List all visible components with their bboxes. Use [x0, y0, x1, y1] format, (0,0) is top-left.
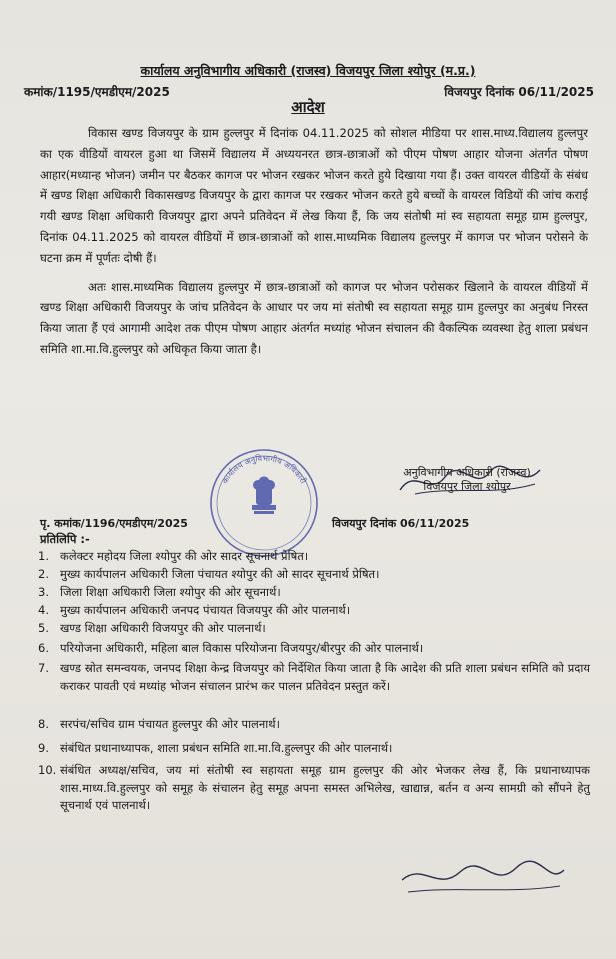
order-paragraph-2: अतः शास.माध्यमिक विद्यालय हुल्लपुर में छात्र-छात्राओं को कागज पर भोजन परोसकर खिलाने के वायरल वीडियों में खण्ड शिक्षा अधिकारी विजयपुर के जांच प्रतिवेदन के आधार पर जय मां संतोषी स्व सहायता समूह ग्राम हुल्लपुर का अनुबंध निरस्त किया जाता हैं एवं आगामी आदेश तक पीएम पोषण आहार अंतर्गत मध्यांह भोजन संचालन की वैकल्पिक व्यवस्था हेतु शाला प्रबंधन समिति शा.मा.वि.हुल्लपुर को अधिकृत किया जाता है। — [40, 279, 588, 356]
office-seal — [208, 447, 320, 559]
signatory-designation: अनुविभागीय अधिकारी (राजस्व) — [403, 466, 531, 479]
endorsement-reference-number: पृ. कमांक/1196/एमडीएम/2025 — [40, 517, 188, 530]
order-date: विजयपुर दिनांक 06/11/2025 — [444, 85, 594, 99]
seal-outer-text: कार्यालय अनुविभागीय अधिकारी — [220, 453, 308, 486]
signatory-location: विजयपुर जिला श्योपुर — [423, 479, 511, 493]
order-title: आदेश — [291, 98, 325, 116]
office-header: कार्यालय अनुविभागीय अधिकारी (राजस्व) विजयपुर जिला श्योपुर (म.प्र.) — [140, 63, 476, 78]
signature-scrawl-2 — [398, 858, 568, 898]
document-page: कार्यालय अनुविभागीय अधिकारी (राजस्व) विजयपुर जिला श्योपुर (म.प्र.) कमांक/1195/एमडीएम/2025 विजयपुर दिनांक 06/11/2025 आदेश विकास खण्ड विजयपुर के ग्राम हुल्लपुर में दिनांक 04.11.2025 को सोशल मीडिया पर शास.माध्य.विद्यालय हुल्लपुर का एक वीडियों वायरल हुआ था जिसमें विद्यालय में अध्ययनरत छात्र-छात्राओं को पीएम पोषण आहार योजना अंतर्गत पोषण आहार(मध्यान्ह भोजन) जमीन पर बैठकर कागज पर भोजन रखकर भोजन करते हुये दिखाया गया हैं। उक्त वायरल वीडियों के संबंध में खण्ड शिक्षा अधिकारी विकासखण्ड विजयपुर के द्वारा कागज पर रखकर भोजन करते हुये बच्चों के वायरल विडियों की जांच कराई गयी खण्ड शिक्षा अधिकारी विजयपुर द्वारा अपने प्रतिवेदन में लेख किया हैं, कि जय संतोषी मां स्व सहायता समूह ग्राम हुल्लपुर, दिनांक 04.11.2025 को वायरल वीडियों में छात्र-छात्राओं को शास.माध्यमिक विद्यालय हुल्लपुर में कागज पर भोजन परोसने के घटना क्रम में पूर्णतः दोषी हैं। अतः शास.माध्यमिक विद्यालय हुल्लपुर में छात्र-छात्राओं को कागज पर भोजन परोसकर खिलाने के वायरल वीडियों में खण्ड शिक्षा अधिकारी विजयपुर के जांच प्रतिवेदन के आधार पर जय मां संतोषी स्व सहायता समूह ग्राम हुल्लपुर का अनुबंध निरस्त किया जाता हैं एवं आगामी आदेश तक पीएम पोषण आहार अंतर्गत मध्यांह भोजन संचालन की वैकल्पिक व्यवस्था हेतु शाला प्रबंधन समिति शा.मा.वि.हुल्लपुर को अधिकृत किया जाता है। कार्यालय अनुविभागीय अधिकारी अनुविभागीय अधिकारी (राजस्व) विजयपुर जिला श्योपुर पृ. कमांक/1196/एमडीएम/2025 विजयपुर दिनांक 06/11/2025 प्रतिलिपि :- 1. कलेक्टर महोदय जिला श्योपुर की ओर सादर सूचनार्थ प्रेषित। 2. मुख्य कार्यपालन अधिकारी जिला पंचायत श्योपुर की ओ सादर सूचनार्थ प्रेषित। 3. जिला शिक्षा अधिकारी जिला श्योपुर की ओर सूचनार्थ। 4. मुख्य कार्यपालन अधिकारी जनपद पंचायत विजयपुर की ओर पालनार्थ। 5. खण्ड शिक्षा अधिकारी विजयपुर की ओर पालनार्थ। 6. परियोजना अधिकारी, महिला बाल विकास परियोजना विजयपुर/बीरपुर की ओर पालनार्थ। 7. खण्ड स्रोत समन्वयक, जनपद शिक्षा केन्द्र विजयपुर को निर्देशित किया जाता है कि आदेश की प्रति शाला प्रबंधन समिति को प्रदाय कराकर पावती एवं मध्यांह भोजन संचालन प्रारंभ कर पालन प्रतिवेदन प्रस्तुत करें। 8. सरपंच/सचिव ग्राम पंचायत हुल्लपुर की ओर पालनार्थ। 9. संबंधित प्रधानाध्यापक, शाला प्रबंधन समिति शा.मा.वि.हुल्लपुर की ओर पालनार्थ। 10. संबंधित अध्यक्ष/सचिव, जय मां संतोषी स्व सहायता समूह ग्राम हुल्लपुर की ओर भेजकर लेख हैं, कि प्रधानाध्यापक शास.माध्य.वि.हुल्लपुर को समूह के संचालन हेतु समूह अपना समस्त अभिलेख, खाद्यान्न, बर्तन व अन्य सामग्री को सौंपने हेतु सूचनार्थ एवं पालनार्थ। — [0, 0, 616, 959]
signature-block — [372, 466, 562, 493]
endorsement-date: विजयपुर दिनांक 06/11/2025 — [332, 517, 470, 530]
order-body — [40, 123, 588, 360]
copy-to-label: प्रतिलिपि :- — [40, 532, 90, 546]
state-emblem-icon — [252, 477, 276, 515]
order-reference-number: कमांक/1195/एमडीएम/2025 — [24, 85, 170, 99]
order-paragraph-1: विकास खण्ड विजयपुर के ग्राम हुल्लपुर में दिनांक 04.11.2025 को सोशल मीडिया पर शास.माध्य.विद्यालय हुल्लपुर का एक वीडियों वायरल हुआ था जिसमें विद्यालय में अध्ययनरत छात्र-छात्राओं को पीएम पोषण आहार योजना अंतर्गत पोषण आहार(मध्यान्ह भोजन) जमीन पर बैठकर कागज पर भोजन रखकर भोजन करते हुये दिखाया गया हैं। उक्त वायरल वीडियों के संबंध में खण्ड शिक्षा अधिकारी विकासखण्ड विजयपुर के द्वारा कागज पर रखकर भोजन करते हुये बच्चों के वायरल विडियों की जांच कराई गयी खण्ड शिक्षा अधिकारी विजयपुर द्वारा अपने प्रतिवेदन में लेख किया हैं, कि जय संतोषी मां स्व सहायता समूह ग्राम हुल्लपुर, दिनांक 04.11.2025 को वायरल वीडियों में छात्र-छात्राओं को शास.माध्यमिक विद्यालय हुल्लपुर में कागज पर भोजन परोसने के घटना क्रम में पूर्णतः दोषी हैं। — [40, 126, 588, 265]
